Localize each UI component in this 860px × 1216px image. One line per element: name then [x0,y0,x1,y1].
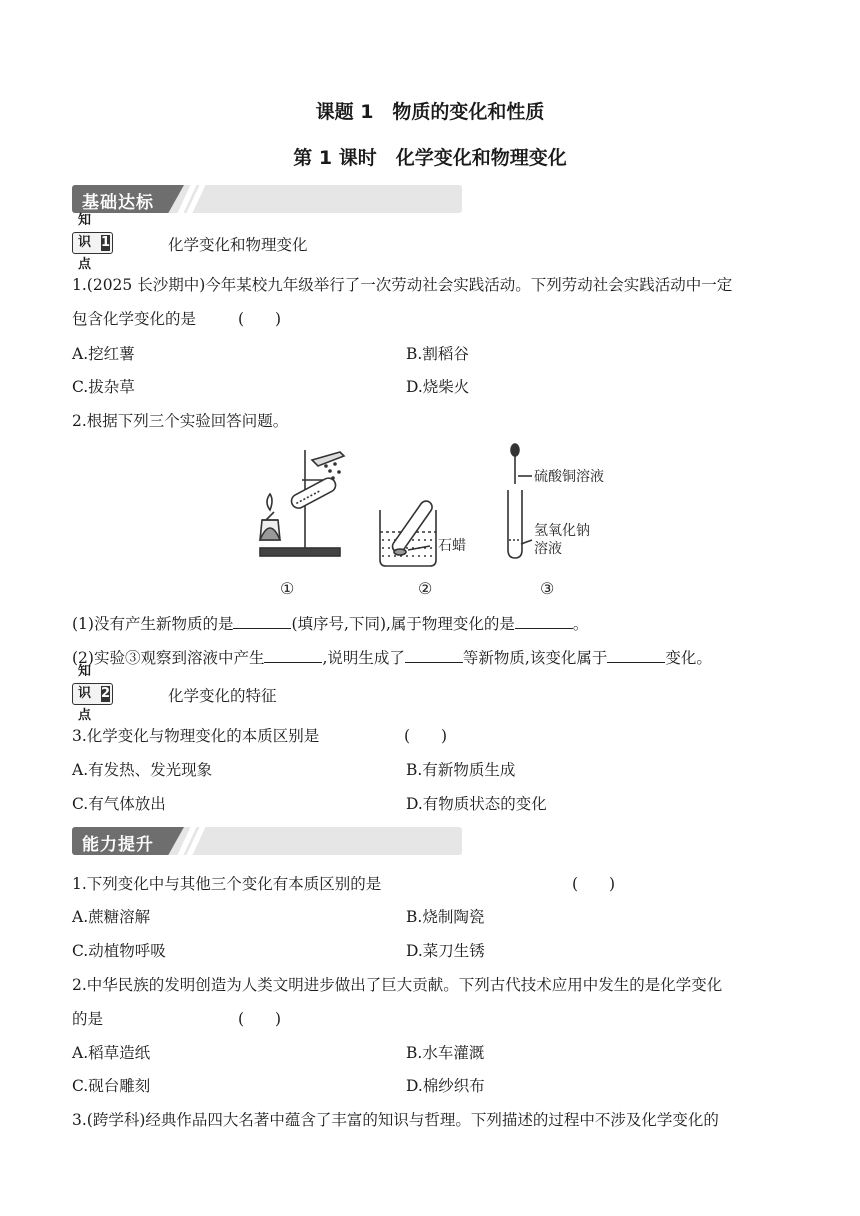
option-a: A.挖红薯 [72,345,135,363]
knowledge-point-label: 化学变化和物理变化 [168,236,308,254]
option-b: B.烧制陶瓷 [406,908,485,926]
option-b: B.有新物质生成 [406,761,516,779]
option-b: B.水车灌溉 [406,1044,485,1062]
figure-label-3: ③ [540,579,555,598]
question-basic-2-part1: (1)没有产生新物质的是 (填序号,下同),属于物理变化的是 。 [72,615,589,633]
answer-blank[interactable] [264,647,322,663]
lesson-subtitle: 第 1 课时 化学变化和物理变化 [293,147,567,169]
option-a: A.蔗糖溶解 [72,908,151,926]
option-a: A.稻草造纸 [72,1044,151,1062]
answer-paren: ( ) [404,727,448,745]
stand-base [260,548,340,556]
question-ability-2-line2: 的是 [72,1010,104,1028]
answer-paren: ( ) [238,1010,282,1028]
option-c: C.动植物呼吸 [72,942,166,960]
knowledge-point-number: 1 [100,235,111,250]
section-title-ability: 能力提升 [82,835,154,855]
page-title: 课题 1 物质的变化和性质 [315,101,545,123]
section-title-basic: 基础达标 [82,193,154,213]
knowledge-point-tag: 知识点 [78,213,92,272]
answer-blank[interactable] [233,613,291,629]
label-paraffin: 石蜡 [438,538,466,554]
knowledge-point-number: 2 [100,686,111,701]
experiment-figure [240,440,620,600]
option-d: D.烧柴火 [406,378,470,396]
knowledge-point-tag: 知识点 [78,664,92,723]
option-a: A.有发热、发光现象 [72,761,213,779]
question-basic-1-line2: 包含化学变化的是 [72,310,197,328]
figure-label-1: ① [280,579,295,598]
section-banner-ability [72,827,462,855]
section-banner-basic [72,185,462,213]
label-naoh-line2: 溶液 [534,541,562,557]
question-ability-2-line1: 2.中华民族的发明创造为人类文明进步做出了巨大贡献。下列古代技术应用中发生的是化学变化 [72,976,723,994]
option-b: B.割稻谷 [406,345,469,363]
question-basic-2-part2: (2)实验③观察到溶液中产生 ,说明生成了 等新物质,该变化属于 变化。 [72,649,712,667]
question-basic-2-stem: 2.根据下列三个实验回答问题。 [72,412,289,430]
option-d: D.有物质状态的变化 [406,795,547,813]
question-basic-3-stem: 3.化学变化与物理变化的本质区别是 [72,727,320,745]
figure-label-2: ② [418,579,433,598]
option-d: D.菜刀生锈 [406,942,485,960]
option-c: C.有气体放出 [72,795,166,813]
label-copper-sulfate: 硫酸铜溶液 [534,469,604,485]
label-naoh-line1: 氢氧化钠 [534,523,590,539]
option-c: C.拔杂草 [72,378,135,396]
answer-blank[interactable] [515,613,573,629]
answer-paren: ( ) [238,310,282,328]
knowledge-point-label: 化学变化的特征 [168,687,277,705]
answer-paren: ( ) [572,875,616,893]
answer-blank[interactable] [607,647,665,663]
option-d: D.棉纱织布 [406,1077,485,1095]
question-ability-1-stem: 1.下列变化中与其他三个变化有本质区别的是 [72,875,382,893]
answer-blank[interactable] [405,647,463,663]
option-c: C.砚台雕刻 [72,1077,151,1095]
question-ability-3-line1: 3.(跨学科)经典作品四大名著中蕴含了丰富的知识与哲理。下列描述的过程中不涉及化学变化的 [72,1111,719,1129]
question-basic-1-line1: 1.(2025 长沙期中)今年某校九年级举行了一次劳动社会实践活动。下列劳动社会实践活动中一定 [72,276,733,294]
